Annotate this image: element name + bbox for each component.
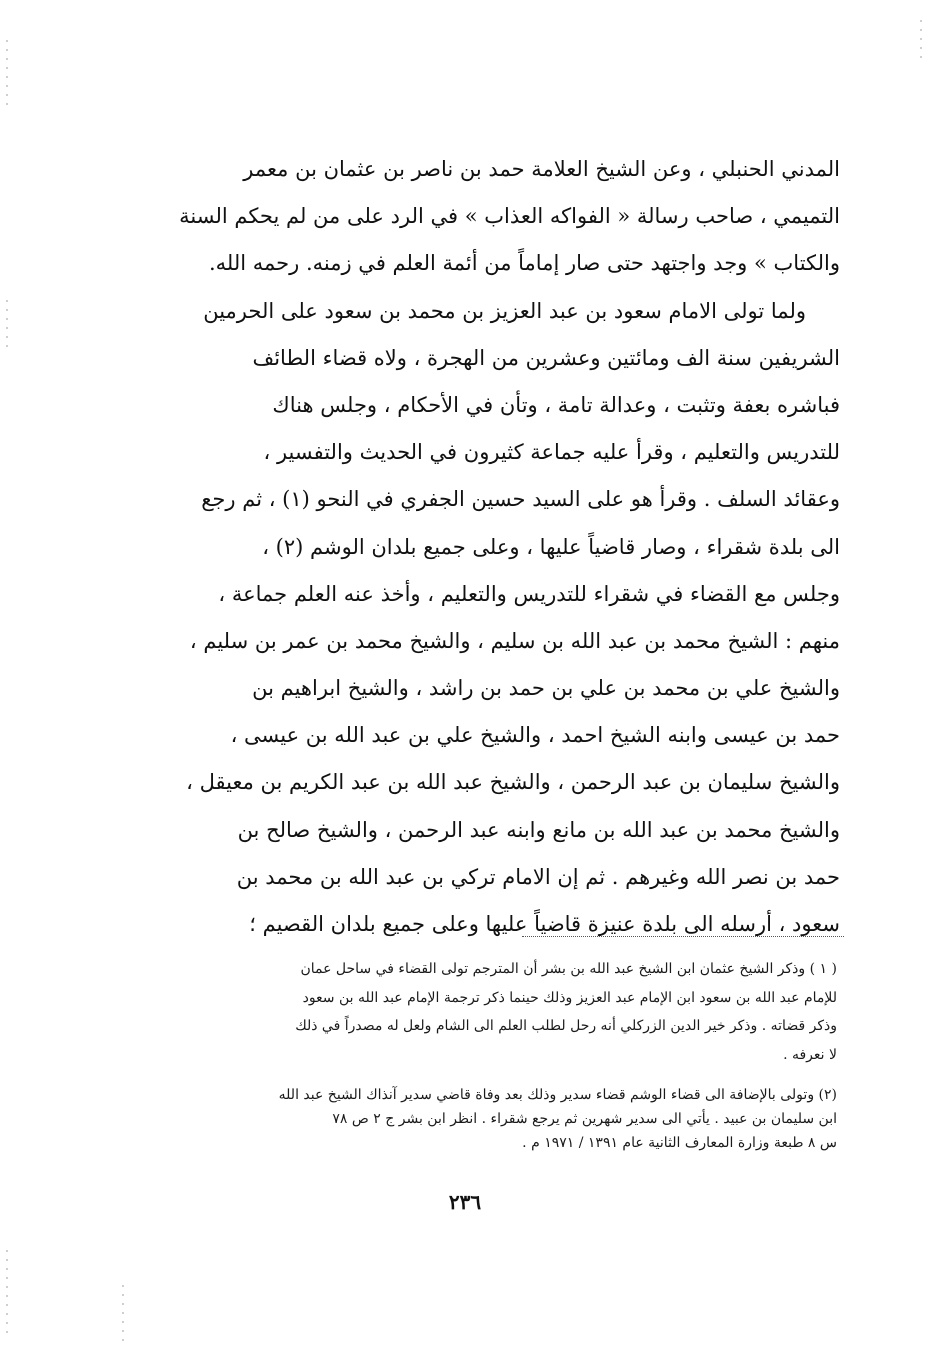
page-number: ٢٣٦ — [448, 1190, 482, 1214]
scan-speck — [6, 300, 8, 350]
text-line: منهم : الشيخ محمد بن عبد الله بن سليم ، والشيخ محمد بن عمر بن سليم ، — [189, 628, 840, 653]
scan-speck — [6, 40, 8, 110]
footnote-line: ( ١ ) وذكر الشيخ عثمان ابن الشيخ عبد الله بن بشر أن المترجم تولى القضاء في ساحل عمان — [300, 961, 837, 977]
footnote-line: ابن سليمان بن عبيد . يأتي الى سدير شهرين ثم يرجع شقراء . انظر ابن بشر ج ٢ ص ٧٨ — [332, 1111, 837, 1127]
scan-speck — [122, 1285, 124, 1345]
text-line: فباشره بعفة وتثبت ، وعدالة تامة ، وتأن في الأحكام ، وجلس هناك — [272, 392, 840, 417]
text-line: الى بلدة شقراء ، وصار قاضياً عليها ، وعلى جميع بلدان الوشم (٢) ، — [262, 534, 840, 559]
text-line: الشريفين سنة الف ومائتين وعشرين من الهجرة ، ولاه قضاء الطائف — [252, 345, 840, 370]
footnote-1 — [135, 955, 837, 1069]
text-line: والشيخ علي بن محمد بن علي بن حمد بن راشد ، والشيخ ابراهيم بن — [252, 676, 840, 701]
footnote-2 — [135, 1083, 837, 1155]
scan-speck — [920, 20, 922, 60]
text-line: والشيخ محمد بن عبد الله بن مانع وابنه عبد الرحمن ، والشيخ صالح بن — [237, 817, 840, 842]
text-line: حمد بن عيسى وابنه الشيخ احمد ، والشيخ علي بن عبد الله بن عيسى ، — [230, 723, 840, 748]
footnotes — [135, 955, 837, 1155]
footnote-line: للإمام عبد الله بن سعود ابن الإمام عبد العزيز وذلك حينما ذكر ترجمة الإمام عبد الله بن سعود — [302, 989, 837, 1006]
text-line: والكتاب » وجد واجتهد حتى صار إماماً من أئمة العلم في زمنه. رحمه الله. — [208, 251, 840, 276]
text-line: سعود ، أرسله الى بلدة عنيزة قاضياً عليها وعلى جميع بلدان القصيم ؛ — [249, 912, 840, 936]
text-line: والشيخ سليمان بن عبد الرحمن ، والشيخ عبد الله بن عبد الكريم بن معيقل ، — [186, 770, 840, 795]
text-line: وعقائد السلف . وقرأ هو على السيد حسين الجفري في النحو (١) ، ثم رجع — [201, 487, 840, 512]
text-line: المدني الحنبلي ، وعن الشيخ العلامة حمد بن ناصر بن عثمان بن معمر — [243, 157, 840, 181]
text-line: التميمي ، صاحب رسالة « الفواكه العذاب » في الرد على من لم يحكم السنة — [179, 204, 840, 229]
scan-speck — [6, 1250, 8, 1340]
footnote-line: وذكر قضاته . وذكر خير الدين الزركلي أنه رحل لطلب العلم الى الشام ولعل له مصدراً في ذلك — [295, 1018, 837, 1034]
main-text — [130, 146, 840, 948]
footnote-line: لا نعرفه . — [783, 1046, 837, 1063]
text-line: للتدريس والتعليم ، وقرأ عليه جماعة كثيرون في الحديث والتفسير ، — [263, 440, 840, 465]
footnote-line: (٢) وتولى بالإضافة الى قضاء الوشم قضاء سدير وذلك بعد وفاة قاضي سدير آنذاك الشيخ عبد الله — [278, 1087, 837, 1103]
footnote-separator — [522, 936, 844, 937]
footnote-line: س ٨ طبعة وزارة المعارف الثانية عام ١٣٩١ / ١٩٧١ م . — [522, 1135, 837, 1151]
text-line: وجلس مع القضاء في شقراء للتدريس والتعليم ، وأخذ عنه العلم جماعة ، — [218, 581, 840, 606]
text-line: حمد بن نصر الله وغيرهم . ثم إن الامام تركي بن عبد الله بن محمد بن — [236, 864, 840, 889]
text-line: ولما تولى الامام سعود بن عبد العزيز بن محمد بن سعود على الحرمين — [203, 298, 806, 323]
